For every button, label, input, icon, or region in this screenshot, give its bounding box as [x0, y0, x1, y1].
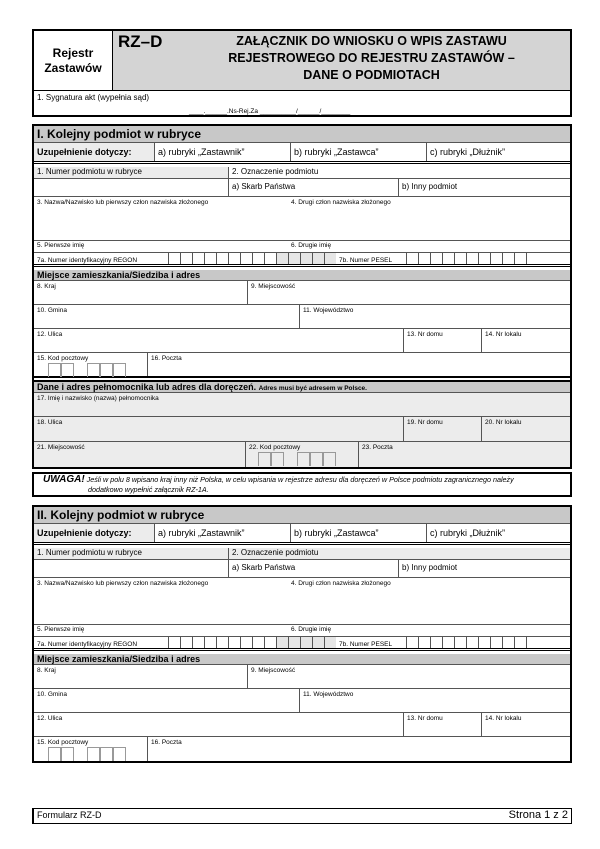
- second-surname-label-2: 4. Drugi człon nazwiska złożonego: [291, 580, 391, 587]
- pesel-input-2[interactable]: [406, 637, 538, 648]
- name-row-2: [34, 578, 570, 625]
- country-field[interactable]: [34, 281, 248, 304]
- proxy-name-field[interactable]: [34, 393, 570, 416]
- address-row-1: [34, 281, 570, 305]
- voivodeship-label-2: 11. Województwo: [303, 691, 354, 698]
- option-zastawca[interactable]: b) rubryki „Zastawca”: [291, 143, 427, 161]
- registry-line2: Zastawów: [44, 60, 102, 75]
- option-inny-podmiot[interactable]: b) Inny podmiot: [402, 182, 458, 191]
- voivodeship-field-2[interactable]: [300, 689, 570, 712]
- street-field[interactable]: [34, 329, 404, 352]
- first-name-field[interactable]: [34, 241, 288, 252]
- option-dluznik[interactable]: c) rubryki „Dłużnik”: [430, 147, 506, 157]
- address-row-3-2: [34, 713, 570, 737]
- proxy-street-field[interactable]: [34, 417, 404, 441]
- regon-label-2: 7a. Numer identyfikacyjny REGON: [37, 641, 138, 648]
- proxy-postal-code-field: [246, 442, 359, 467]
- id-numbers-row: [34, 253, 570, 267]
- surname-field[interactable]: [34, 197, 288, 240]
- flat-number-label: 14. Nr lokalu: [485, 331, 522, 338]
- commune-field-2[interactable]: [34, 689, 300, 712]
- second-name-field-2[interactable]: [288, 625, 570, 636]
- option-zastawnik-2[interactable]: a) rubryki „Zastawnik”: [155, 524, 291, 542]
- id-numbers-row-2: [34, 637, 570, 651]
- second-surname-field[interactable]: [288, 197, 570, 240]
- voivodeship-field[interactable]: [300, 305, 570, 328]
- commune-field[interactable]: [34, 305, 300, 328]
- supplement-row: [34, 143, 570, 164]
- proxy-flat-number-field[interactable]: [482, 417, 570, 441]
- page-number: Strona 1 z 2: [508, 809, 568, 821]
- proxy-house-number-field[interactable]: [404, 417, 482, 441]
- regon-input-2[interactable]: [168, 637, 336, 648]
- country-field-2[interactable]: [34, 665, 248, 688]
- option-zastawca-2[interactable]: b) rubryki „Zastawca”: [291, 524, 427, 542]
- city-field[interactable]: [248, 281, 570, 304]
- proxy-row-3: [34, 442, 570, 467]
- entity-number-field-2[interactable]: [34, 548, 229, 577]
- address-row-4-2: [34, 737, 570, 761]
- entity-number-row-2: [34, 548, 570, 578]
- second-surname-label: 4. Drugi człon nazwiska złożonego: [291, 199, 391, 206]
- notice-text: Jeśli w polu 8 wpisano kraj inny niż Polska, w celu wpisania w rejestrze adresu dla doręczeń w Polsce podmiotu zagranicznego należy: [86, 475, 514, 484]
- house-number-label-2: 13. Nr domu: [407, 715, 443, 722]
- address-row-4: [34, 353, 570, 378]
- first-name-label-2: 5. Pierwsze imię: [37, 626, 85, 633]
- registry-line1: Rejestr: [52, 45, 94, 60]
- post-office-label-2: 16. Poczta: [151, 739, 182, 746]
- case-number-field[interactable]: [34, 90, 570, 115]
- option-skarb-panstwa[interactable]: a) Skarb Państwa: [229, 179, 399, 196]
- proxy-flat-number-label: 20. Nr lokalu: [485, 419, 522, 426]
- supplement-row-2: [34, 524, 570, 545]
- postal-code-field-2: [34, 737, 148, 761]
- address-title-2: Miejsce zamieszkania/Siedziba i adres: [34, 654, 570, 665]
- house-number-field-2[interactable]: [404, 713, 482, 736]
- title-line-2: REJESTROWEGO DO REJESTRU ZASTAWÓW –: [228, 51, 515, 65]
- second-surname-field-2[interactable]: [288, 578, 570, 624]
- proxy-house-number-label: 19. Nr domu: [407, 419, 443, 426]
- title-area: [113, 31, 570, 90]
- option-skarb-panstwa-2[interactable]: a) Skarb Państwa: [229, 560, 399, 577]
- form-header: [32, 29, 572, 117]
- entity-number-field[interactable]: [34, 167, 229, 196]
- pesel-input[interactable]: [406, 253, 538, 264]
- address-row-2: [34, 305, 570, 329]
- name-row: [34, 197, 570, 241]
- proxy-city-field[interactable]: [34, 442, 246, 467]
- title-line-3: DANE O PODMIOTACH: [303, 68, 440, 82]
- option-inny-podmiot-2[interactable]: b) Inny podmiot: [402, 563, 458, 572]
- entity-designation-label-2: 2. Oznaczenie podmiotu: [229, 548, 570, 560]
- address-row-2-2: [34, 689, 570, 713]
- country-label-2: 8. Kraj: [37, 667, 56, 674]
- option-dluznik-2[interactable]: c) rubryki „Dłużnik”: [430, 528, 506, 538]
- second-name-label-2: 6. Drugie imię: [291, 626, 332, 633]
- entity-designation-label: 2. Oznaczenie podmiotu: [229, 167, 570, 179]
- firstname-row: [34, 241, 570, 253]
- flat-number-field[interactable]: [482, 329, 570, 352]
- section-2: [32, 505, 572, 763]
- address-row-1-2: [34, 665, 570, 689]
- postal-code-input[interactable]: [48, 363, 126, 377]
- entity-number-row: [34, 167, 570, 197]
- proxy-title: [34, 380, 570, 393]
- section-1-title: I. Kolejny podmiot w rubryce: [34, 126, 570, 143]
- pesel-label-2: 7b. Numer PESEL: [339, 641, 393, 648]
- street-field-2[interactable]: [34, 713, 404, 736]
- notice-label: UWAGA!: [43, 474, 85, 485]
- proxy-title-text: Dane i adres pełnomocnika lub adres dla doręczeń.: [37, 382, 257, 392]
- surname-field-2[interactable]: [34, 578, 288, 624]
- country-label: 8. Kraj: [37, 283, 56, 290]
- house-number-label: 13. Nr domu: [407, 331, 443, 338]
- second-name-field[interactable]: [288, 241, 570, 252]
- surname-label: 3. Nazwa/Nazwisko lub pierwszy człon nazwiska złożonego: [37, 199, 209, 206]
- regon-input[interactable]: [168, 253, 336, 264]
- case-number-template: ____.______.Ns-Rej.Za __________/______/________: [189, 108, 351, 115]
- city-label: 9. Miejscowość: [251, 283, 296, 290]
- notice-text-2: dodatkowo wypełnić załącznik RZ-1A.: [88, 485, 209, 494]
- form-title: [173, 33, 570, 84]
- postal-code-input-2[interactable]: [48, 747, 126, 761]
- supplement-label-2: Uzupełnienie dotyczy:: [34, 524, 155, 542]
- proxy-postal-code-input[interactable]: [258, 452, 336, 466]
- footer-form-name: Formularz RZ-D: [37, 810, 102, 820]
- option-zastawnik[interactable]: a) rubryki „Zastawnik”: [155, 143, 291, 161]
- section-2-title: II. Kolejny podmiot w rubryce: [34, 507, 570, 524]
- proxy-post-office-field[interactable]: [359, 442, 570, 467]
- entity-number-label: 1. Numer podmiotu w rubryce: [34, 167, 228, 179]
- first-name-field-2[interactable]: [34, 625, 288, 636]
- proxy-row-2: [34, 417, 570, 442]
- postal-code-label-2: 15. Kod pocztowy: [37, 739, 89, 746]
- postal-code-label: 15. Kod pocztowy: [37, 355, 89, 362]
- post-office-label: 16. Poczta: [151, 355, 182, 362]
- entity-number-label-2: 1. Numer podmiotu w rubryce: [34, 548, 228, 560]
- post-office-field[interactable]: [148, 353, 570, 376]
- proxy-name-label: 17. Imię i nazwisko (nazwa) pełnomocnika: [37, 395, 159, 402]
- city-label-2: 9. Miejscowość: [251, 667, 296, 674]
- postal-code-field: [34, 353, 148, 376]
- title-line-1: ZAŁĄCZNIK DO WNIOSKU O WPIS ZASTAWU: [236, 34, 507, 48]
- voivodeship-label: 11. Województwo: [303, 307, 354, 314]
- first-name-label: 5. Pierwsze imię: [37, 242, 85, 249]
- supplement-label: Uzupełnienie dotyczy:: [34, 143, 155, 161]
- notice-box: [32, 472, 572, 497]
- proxy-note: Adres musi być adresem w Polsce.: [258, 385, 367, 392]
- pesel-label: 7b. Numer PESEL: [339, 257, 393, 264]
- section-1: [32, 124, 572, 469]
- form-code: RZ–D: [118, 32, 163, 51]
- proxy-postal-code-label: 22. Kod pocztowy: [249, 444, 301, 451]
- flat-number-label-2: 14. Nr lokalu: [485, 715, 522, 722]
- house-number-field[interactable]: [404, 329, 482, 352]
- second-name-label: 6. Drugie imię: [291, 242, 332, 249]
- street-label: 12. Ulica: [37, 331, 63, 338]
- footer: [32, 808, 572, 824]
- surname-label-2: 3. Nazwa/Nazwisko lub pierwszy człon nazwiska złożonego: [37, 580, 209, 587]
- post-office-field-2[interactable]: [148, 737, 570, 761]
- flat-number-field-2[interactable]: [482, 713, 570, 736]
- regon-label: 7a. Numer identyfikacyjny REGON: [37, 257, 138, 264]
- proxy-post-office-label: 23. Poczta: [362, 444, 393, 451]
- commune-label-2: 10. Gmina: [37, 691, 67, 698]
- street-label-2: 12. Ulica: [37, 715, 63, 722]
- commune-label: 10. Gmina: [37, 307, 67, 314]
- proxy-street-label: 18. Ulica: [37, 419, 63, 426]
- registry-label: [34, 31, 113, 90]
- case-number-label: 1. Sygnatura akt (wypełnia sąd): [37, 93, 150, 102]
- firstname-row-2: [34, 625, 570, 637]
- proxy-city-label: 21. Miejscowość: [37, 444, 85, 451]
- proxy-row-1: [34, 393, 570, 417]
- address-row-3: [34, 329, 570, 353]
- city-field-2[interactable]: [248, 665, 570, 688]
- address-title: Miejsce zamieszkania/Siedziba i adres: [34, 270, 570, 281]
